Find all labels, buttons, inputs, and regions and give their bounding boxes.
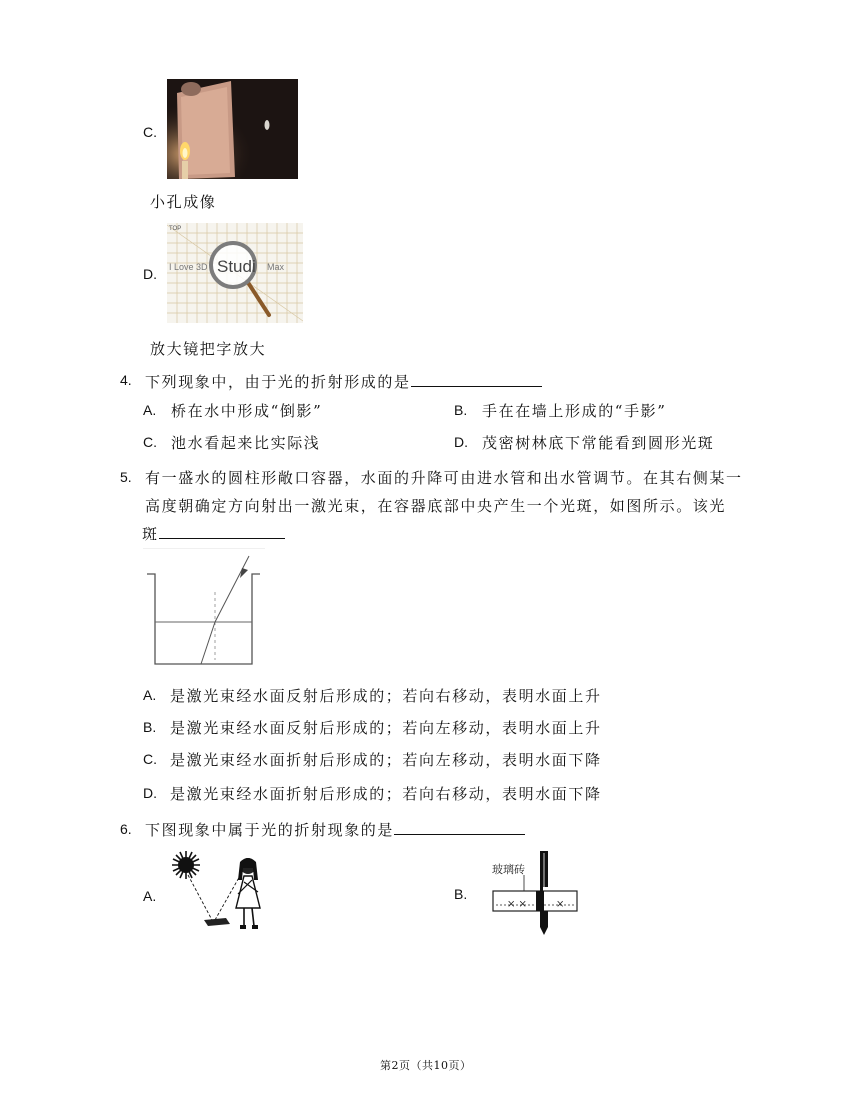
q5-number: 5. <box>120 469 132 485</box>
q4-option-c-text: 池水看起来比实际浅 <box>171 434 321 452</box>
svg-text:×: × <box>556 899 565 910</box>
q5-stem-line2: 高度朝确定方向射出一激光束，在容器底部中央产生一个光斑，如图所示。该光 <box>145 497 727 515</box>
q5-stem-line3: 斑 <box>142 523 285 544</box>
option-c-caption: 小孔成像 <box>150 193 217 211</box>
magnifier-image <box>167 223 303 323</box>
q4-option-a-text: 桥在水中形成“倒影” <box>171 402 323 420</box>
q4-option-a-letter: A. <box>143 402 157 418</box>
q6-stem: 下图现象中属于光的折射现象的是 <box>145 819 525 840</box>
magnifier-top-label: TOP <box>169 226 182 232</box>
glass-brick-pen-image <box>490 847 582 937</box>
option-d-caption: 放大镜把字放大 <box>150 340 267 358</box>
svg-text:× ×: × × <box>507 899 527 910</box>
page-footer: 第2页（共10页） <box>380 1059 472 1072</box>
q4-number: 4. <box>120 372 132 388</box>
q6-number: 6. <box>120 821 132 837</box>
q5-option-b-letter: B. <box>143 719 157 735</box>
q4-option-d-text: 茂密树林底下常能看到圆形光斑 <box>482 434 715 452</box>
option-c-letter: C. <box>143 124 157 140</box>
q5-option-a-text: 是激光束经水面反射后形成的；若向右移动，表明水面上升 <box>170 687 602 705</box>
q6-option-b-letter: B. <box>454 886 468 902</box>
q5-option-c-text: 是激光束经水面折射后形成的；若向左移动，表明水面下降 <box>170 751 602 769</box>
q6-option-a-letter: A. <box>143 888 157 904</box>
q5-option-d-letter: D. <box>143 785 157 801</box>
q4-option-b-letter: B. <box>454 402 468 418</box>
magnifier-left-text: I Love 3D <box>169 262 208 272</box>
q4-option-b-text: 手在在墙上形成的“手影” <box>482 402 667 420</box>
magnifier-center-text: Studi <box>217 257 256 276</box>
q5-option-d-text: 是激光束经水面折射后形成的；若向右移动，表明水面下降 <box>170 785 602 803</box>
q5-option-c-letter: C. <box>143 751 157 767</box>
glass-brick-label: 玻璃砖 <box>492 863 525 876</box>
q5-option-b-text: 是激光束经水面反射后形成的；若向左移动，表明水面上升 <box>170 719 602 737</box>
container-diagram <box>135 548 270 670</box>
sun-mirror-girl-image <box>168 850 278 934</box>
pinhole-image <box>167 79 298 179</box>
q4-option-d-letter: D. <box>454 434 468 450</box>
q5-answer-blank[interactable] <box>159 523 285 539</box>
q5-option-a-letter: A. <box>143 687 157 703</box>
q6-answer-blank[interactable] <box>394 819 525 835</box>
q4-stem: 下列现象中，由于光的折射形成的是 <box>145 371 542 392</box>
q4-answer-blank[interactable] <box>411 371 542 387</box>
q5-stem-line1: 有一盛水的圆柱形敞口容器，水面的升降可由进水管和出水管调节。在其右侧某一 <box>145 469 743 487</box>
q4-option-c-letter: C. <box>143 434 157 450</box>
magnifier-right-text: Max <box>267 262 285 272</box>
option-d-letter: D. <box>143 266 157 282</box>
